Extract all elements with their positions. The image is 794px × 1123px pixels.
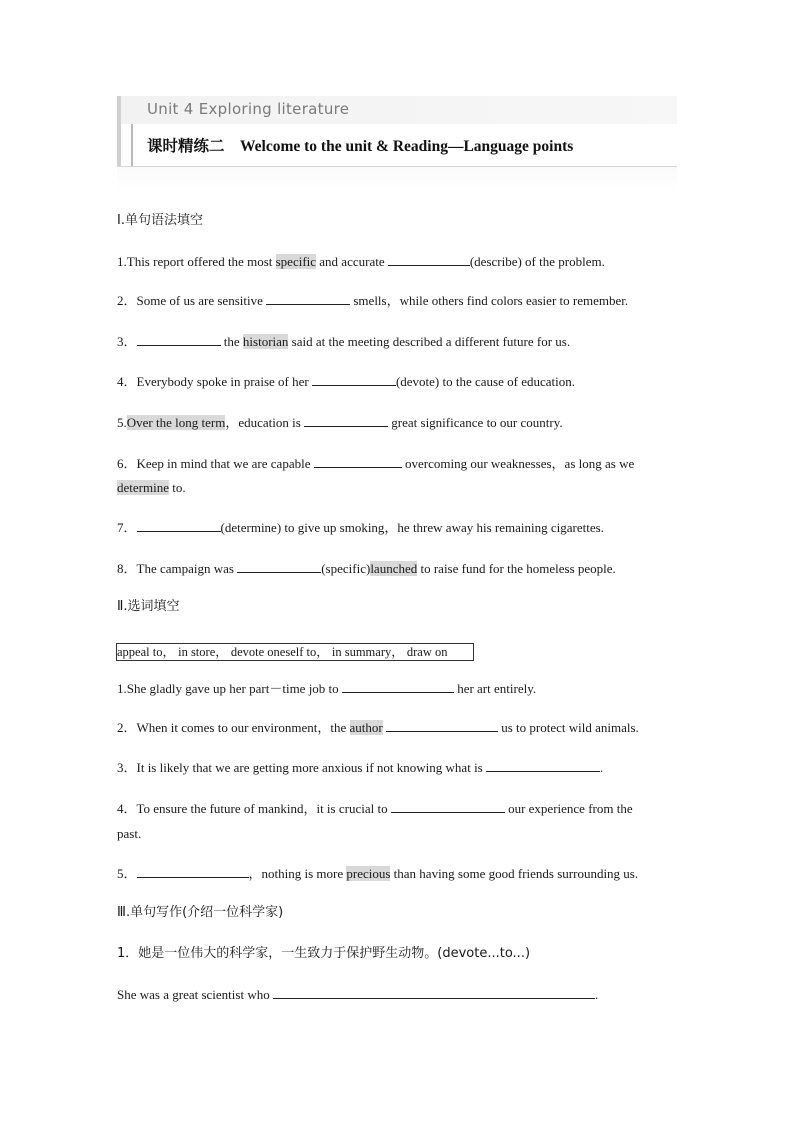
answer-blank[interactable] bbox=[314, 454, 402, 468]
question-2-4: 4．To ensure the future of mankind，it is crucial to our experience from the bbox=[117, 801, 633, 816]
answer-blank[interactable] bbox=[388, 252, 470, 266]
answer-blank[interactable] bbox=[304, 413, 388, 427]
answer-blank[interactable] bbox=[386, 718, 498, 732]
word-bank: appeal to， in store， devote oneself to， in summary， draw on bbox=[116, 643, 474, 661]
question-2-1: 1.She gladly gave up her part－time job to her art entirely. bbox=[117, 681, 537, 696]
header-inner-rule bbox=[131, 124, 133, 166]
highlight-word: launched bbox=[370, 561, 418, 576]
question-2-5: 5． ，nothing is more precious than having some good friends surrounding us. bbox=[117, 866, 639, 881]
question-1-4: 4．Everybody spoke in praise of her (devote) to the cause of education. bbox=[117, 374, 575, 389]
question-1-3: 3． the historian said at the meeting described a different future for us. bbox=[117, 334, 571, 349]
answer-blank[interactable] bbox=[266, 291, 350, 305]
lesson-title: 课时精练二 Welcome to the unit & Reading—Language points bbox=[147, 138, 574, 155]
answer-blank[interactable] bbox=[312, 372, 396, 386]
question-2-2: 2．When it comes to our environment，the author us to protect wild animals. bbox=[117, 720, 639, 735]
answer-blank[interactable] bbox=[486, 758, 600, 772]
highlight-word: historian bbox=[242, 334, 289, 349]
answer-blank[interactable] bbox=[137, 332, 221, 346]
answer-blank[interactable] bbox=[391, 799, 505, 813]
question-1-8: 8．The campaign was (specific)launched to raise fund for the homeless people. bbox=[117, 561, 616, 576]
highlight-word: determine bbox=[117, 480, 169, 495]
question-3-1-prompt: 1．她是一位伟大的科学家，一生致力于保护野生动物。(devote...to...) bbox=[117, 946, 531, 961]
answer-blank[interactable] bbox=[137, 864, 249, 878]
question-2-3: 3．It is likely that we are getting more anxious if not knowing what is . bbox=[117, 760, 604, 775]
question-1-7: 7． (determine) to give up smoking，he threw away his remaining cigarettes. bbox=[117, 520, 604, 535]
question-1-2: 2．Some of us are sensitive smells，while others find colors easier to remember. bbox=[117, 293, 629, 308]
question-1-5: 5.Over the long term，education is great significance to our country. bbox=[117, 415, 563, 430]
unit-title: Unit 4 Exploring literature bbox=[147, 100, 350, 118]
section-1-title: Ⅰ.单句语法填空 bbox=[117, 213, 203, 228]
header-shadow bbox=[117, 167, 677, 191]
highlight-word: author bbox=[349, 720, 383, 735]
question-1-6: 6．Keep in mind that we are capable overcoming our weaknesses，as long as we bbox=[117, 456, 635, 471]
answer-blank[interactable] bbox=[137, 518, 221, 532]
highlight-word: specific bbox=[275, 254, 317, 269]
header-left-rule bbox=[117, 96, 121, 166]
answer-blank[interactable] bbox=[237, 559, 321, 573]
question-1-6-cont: determine to. bbox=[117, 480, 186, 495]
section-3-title: Ⅲ.单句写作(介绍一位科学家) bbox=[117, 905, 284, 920]
section-2-title: Ⅱ.选词填空 bbox=[117, 599, 180, 614]
highlight-word: precious bbox=[346, 866, 391, 881]
question-1-1: 1.This report offered the most specific and accurate (describe) of the problem. bbox=[117, 254, 605, 269]
answer-blank[interactable] bbox=[273, 985, 595, 999]
question-2-4-cont: past. bbox=[117, 826, 142, 841]
question-3-1-answer: She was a great scientist who . bbox=[117, 987, 599, 1002]
highlight-phrase: Over the long term bbox=[126, 415, 226, 430]
answer-blank[interactable] bbox=[342, 679, 454, 693]
